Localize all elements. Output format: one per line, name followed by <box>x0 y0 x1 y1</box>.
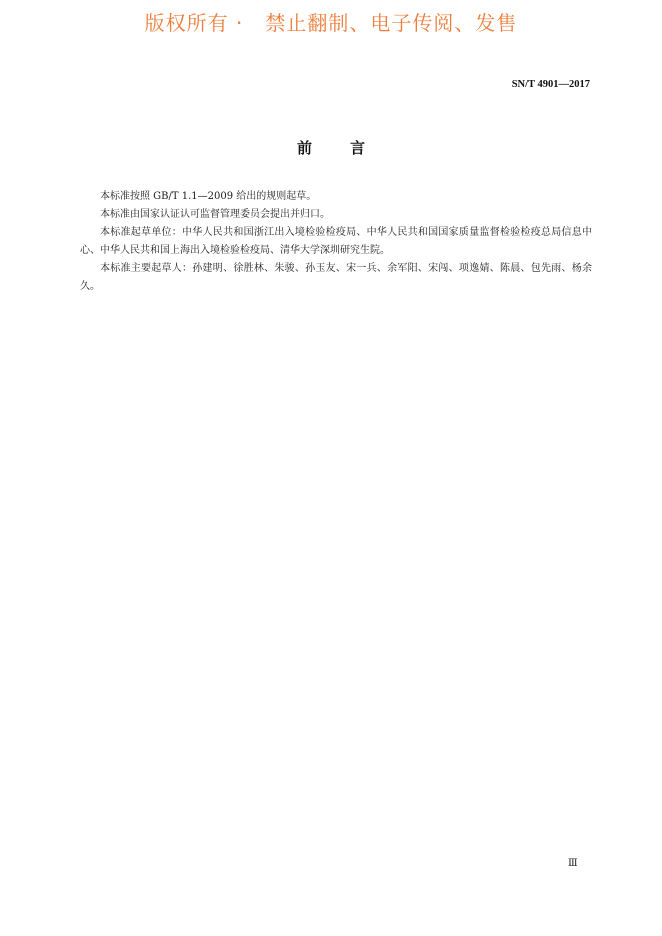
paragraph-drafting-units: 本标准起草单位：中华人民共和国浙江出入境检验检疫局、中华人民共和国国家质量监督检验检疫总局信息中心、中华人民共和国上海出入境检验检疫局、清华大学深圳研究生院。 <box>80 227 592 256</box>
paragraph-proposer: 本标准由国家认证认可监督管理委员会提出并归口。 <box>100 209 330 220</box>
copyright-watermark: 版权所有 · 禁止翻制、电子传阅、发售 <box>144 11 518 35</box>
preface-body <box>80 188 592 296</box>
paragraph-drafters: 本标准主要起草人：孙建明、徐胜林、朱骏、孙玉友、宋一兵、余军阳、宋闯、项逸婧、陈晨、包先雨、杨余久。 <box>80 263 592 292</box>
page-number: Ⅲ <box>568 858 578 869</box>
document-code: SN/T 4901—2017 <box>511 79 590 90</box>
section-title: 前言 <box>296 139 403 157</box>
paragraph-drafting-rules: 本标准按照 GB/T 1.1—2009 给出的规则起草。 <box>100 191 317 202</box>
